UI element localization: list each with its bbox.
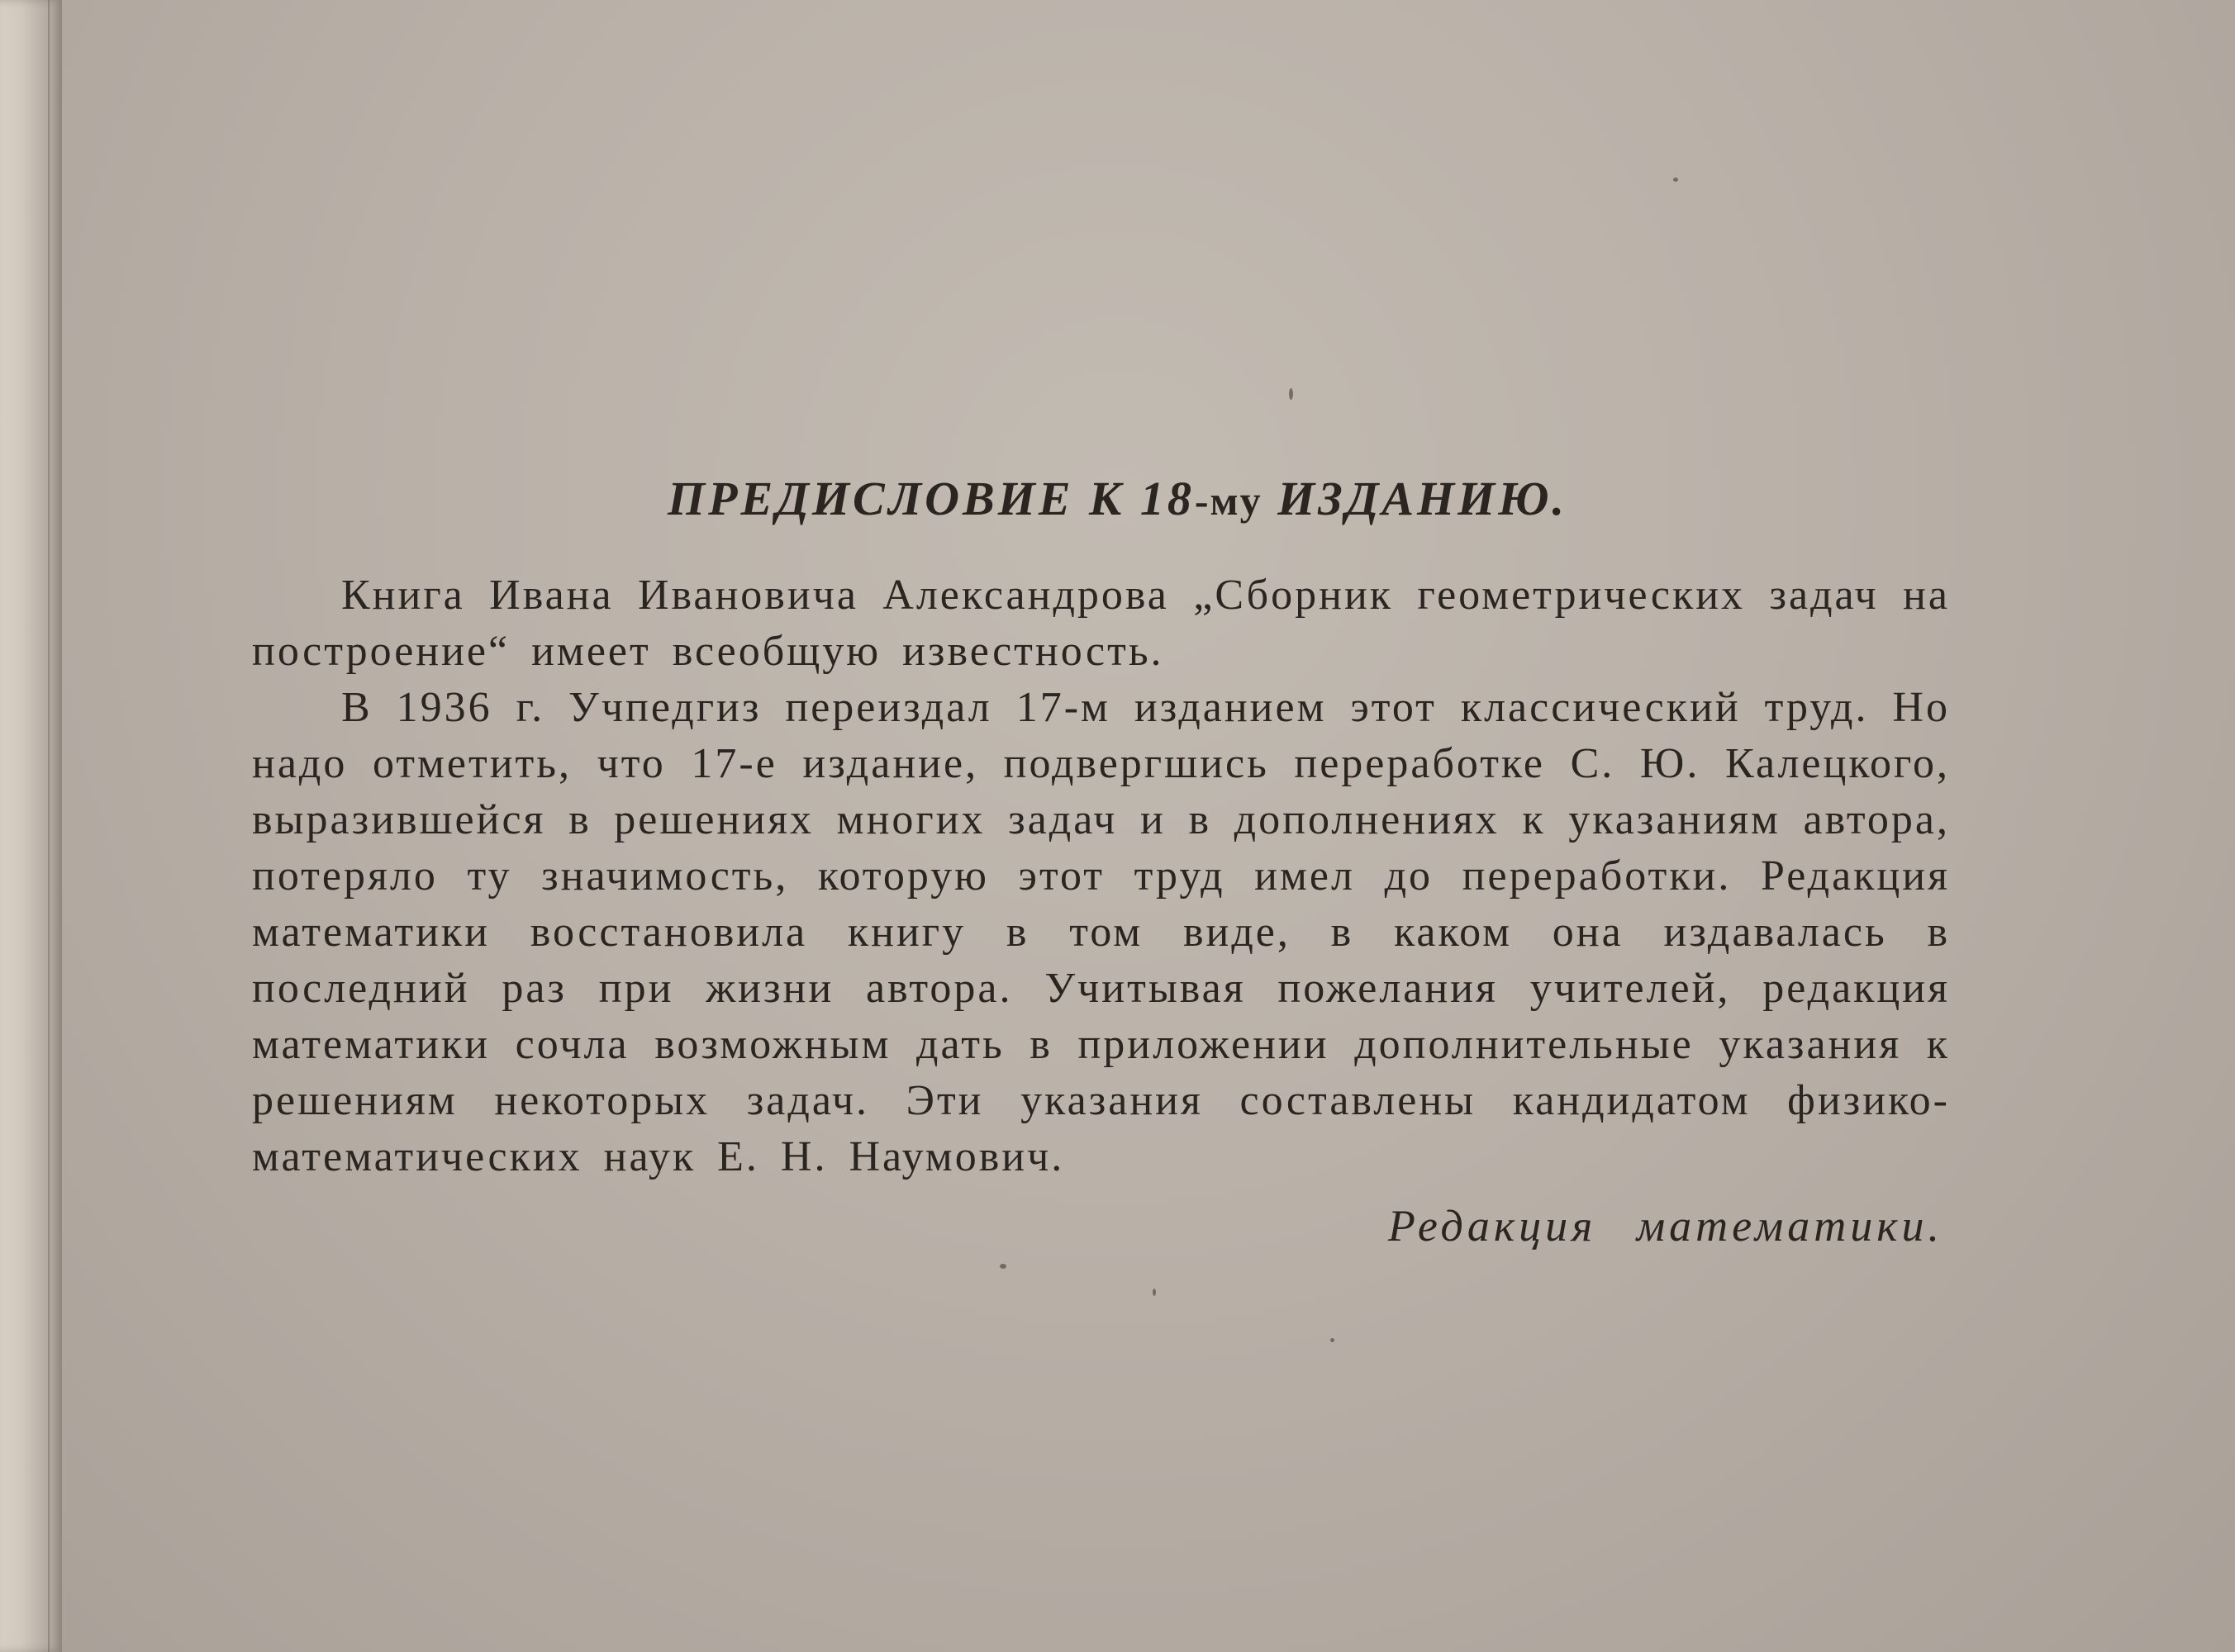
book-binding-edge [0, 0, 62, 1652]
paper-speck [1673, 178, 1678, 182]
paper-speck [1289, 388, 1293, 400]
binding-crease [48, 0, 50, 1652]
paper-speck [1153, 1289, 1156, 1296]
heading-title-end: ИЗДАНИЮ. [1262, 472, 1567, 525]
heading-suffix: -му [1194, 477, 1263, 524]
editorial-signature: Редакция математики. [1387, 1201, 1943, 1251]
preface-paragraph-2: В 1936 г. Учпедгиз переиздал 17-м изданием этот классический труд. Но надо отметить, что 17-е издание, подвергшись переработке С. Ю. Калецкого, выразившейся в решениях многих задач и в дополнениях к указаниям автора, потеряло ту значимость, которую этот труд имел до переработки. Редакция математики восстановила книгу в том виде, в каком она издавалась в последний раз при жизни автора. Учитывая пожелания учителей, редакция математики сочла возможным дать в приложении дополнительные указания к решениям некоторых задач. Эти указания составлены кандидатом физико-математических наук Е. Н. Наумович. [252, 684, 1950, 1180]
heading-title: ПРЕДИСЛОВИЕ К 18 [668, 472, 1195, 525]
preface-heading [252, 471, 1950, 526]
paper-speck [1000, 1264, 1006, 1269]
paper-speck [1330, 1338, 1334, 1342]
preface-text-block [252, 471, 1950, 1251]
preface-paragraph-1: Книга Ивана Ивановича Александрова „Сборник геометрических задач на построение“ имеет всеобщую известность. [252, 572, 1950, 675]
